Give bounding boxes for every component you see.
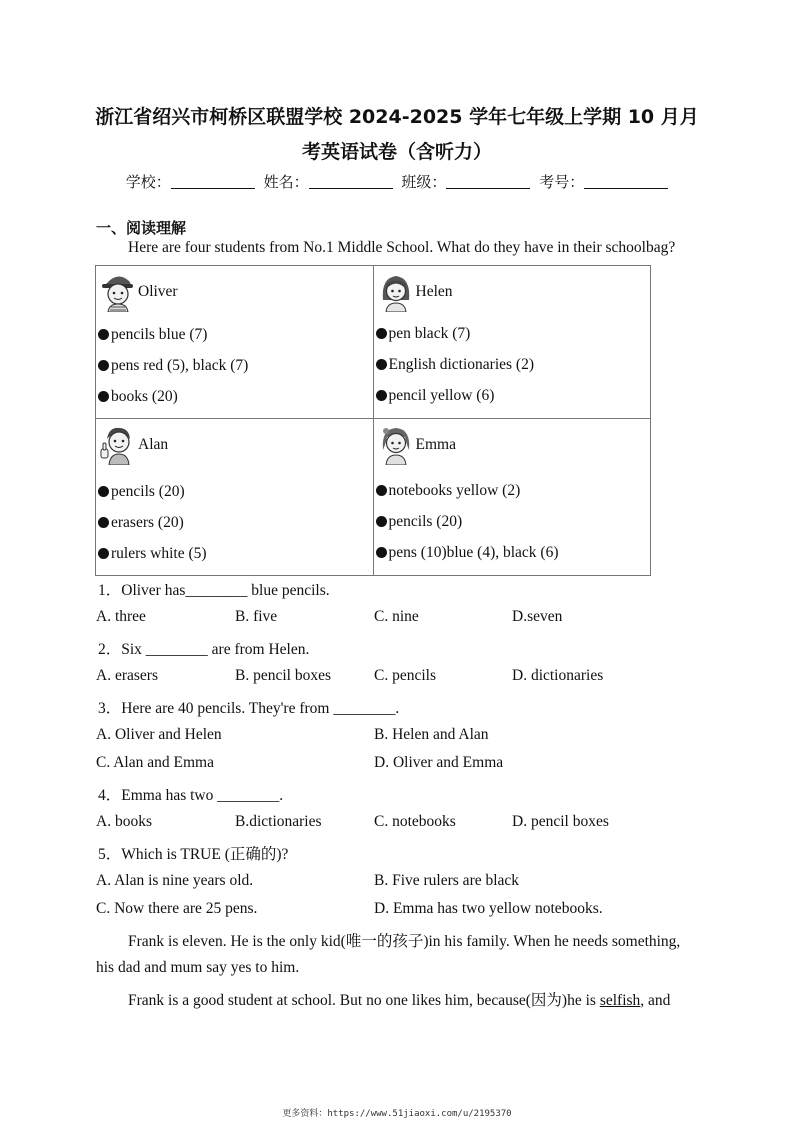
- student-cell-helen: [373, 266, 651, 419]
- answer-option[interactable]: D.seven: [512, 608, 563, 625]
- school-label: 学校：: [125, 173, 171, 191]
- student-cell-oliver: [96, 266, 374, 419]
- bag-item: English dictionaries (2): [376, 356, 535, 374]
- question-stem: 1．Oliver has________ blue pencils.: [98, 582, 330, 599]
- bag-item: rulers white (5): [98, 545, 207, 563]
- bag-item: pencil yellow (6): [376, 387, 495, 405]
- answer-option[interactable]: D. dictionaries: [512, 667, 604, 684]
- answer-option[interactable]: B. Helen and Alan: [374, 726, 489, 743]
- student-name: Alan: [138, 436, 169, 453]
- question-stem: 5．Which is TRUE (正确的)?: [98, 846, 289, 863]
- bag-item: erasers (20): [98, 514, 184, 532]
- bag-item: pencils (20): [98, 483, 185, 501]
- bullet-icon: [98, 329, 109, 340]
- bag-item: pens red (5), black (7): [98, 357, 248, 375]
- girl-long-hair-avatar-icon: [378, 270, 414, 312]
- question-stem: 2．Six ________ are from Helen.: [98, 641, 310, 658]
- passage2-line: Frank is a good student at school. But no one likes him, because(因为)he is selfish, and: [128, 992, 671, 1009]
- question-stem: 3．Here are 40 pencils. They're from ________.: [98, 700, 400, 717]
- bullet-icon: [98, 517, 109, 528]
- student-cell-emma: [373, 419, 651, 576]
- answer-option[interactable]: B. Five rulers are black: [374, 872, 520, 889]
- student-info-row: [0, 171, 794, 192]
- bullet-icon: [376, 328, 387, 339]
- student-name: Helen: [415, 283, 453, 300]
- passage2-line: his dad and mum say yes to him.: [96, 959, 300, 976]
- class-blank: [446, 174, 530, 189]
- student-name: Emma: [415, 436, 456, 453]
- answer-option[interactable]: C. Alan and Emma: [96, 754, 214, 771]
- answer-option[interactable]: A. erasers: [96, 667, 158, 684]
- bag-item: pencils (20): [376, 513, 463, 531]
- bag-item: pencils blue (7): [98, 326, 207, 344]
- answer-option[interactable]: D. Oliver and Emma: [374, 754, 504, 771]
- answer-option[interactable]: B.dictionaries: [235, 813, 322, 830]
- answer-option[interactable]: D. Emma has two yellow notebooks.: [374, 900, 603, 917]
- bullet-icon: [376, 485, 387, 496]
- bullet-icon: [98, 486, 109, 497]
- answer-option[interactable]: C. Now there are 25 pens.: [96, 900, 258, 917]
- girl-bob-hair-avatar-icon: [378, 423, 414, 465]
- answer-option[interactable]: C. notebooks: [374, 813, 456, 830]
- student-name: Oliver: [138, 283, 178, 300]
- section-title: 一、阅读理解: [96, 219, 187, 237]
- footer-link[interactable]: 更多资料：https://www.51jiaoxi.com/u/2195370: [282, 1109, 512, 1119]
- answer-option[interactable]: B. pencil boxes: [235, 667, 331, 684]
- exam-number-label: 考号：: [539, 173, 585, 191]
- bag-item: books (20): [98, 388, 178, 406]
- exam-number-blank: [584, 174, 668, 189]
- school-blank: [171, 174, 255, 189]
- bag-item: pens (10)blue (4), black (6): [376, 544, 559, 562]
- bullet-icon: [376, 359, 387, 370]
- underlined-word: selfish: [599, 992, 641, 1009]
- name-blank: [309, 174, 393, 189]
- boy-cap-avatar-icon: [100, 270, 136, 312]
- passage1-intro: Here are four students from No.1 Middle School. What do they have in their schoolbag?: [128, 239, 676, 256]
- answer-option[interactable]: A. books: [96, 813, 152, 830]
- bullet-icon: [376, 516, 387, 527]
- exam-title-line1: 浙江省绍兴市柯桥区联盟学校 2024-2025 学年七年级上学期 10 月月: [95, 106, 699, 128]
- answer-option[interactable]: A. Oliver and Helen: [96, 726, 222, 743]
- passage2-line: Frank is eleven. He is the only kid(唯一的孩子)in his family. When he needs something,: [128, 933, 681, 950]
- answer-option[interactable]: B. five: [235, 608, 278, 625]
- answer-option[interactable]: C. pencils: [374, 667, 436, 684]
- bag-item: pen black (7): [376, 325, 471, 343]
- answer-option[interactable]: A. Alan is nine years old.: [96, 872, 254, 889]
- bullet-icon: [98, 548, 109, 559]
- class-label: 班级：: [401, 173, 447, 191]
- answer-option[interactable]: D. pencil boxes: [512, 813, 609, 830]
- name-label: 姓名：: [263, 173, 309, 191]
- answer-option[interactable]: A. three: [96, 608, 146, 625]
- answer-option[interactable]: C. nine: [374, 608, 419, 625]
- boy-thumbs-up-avatar-icon: [100, 423, 136, 465]
- bullet-icon: [376, 547, 387, 558]
- schoolbag-table: [95, 265, 651, 576]
- student-cell-alan: [96, 419, 374, 576]
- question-stem: 4．Emma has two ________.: [98, 787, 284, 804]
- bag-item: notebooks yellow (2): [376, 482, 521, 500]
- exam-title-line2: 考英语试卷（含听力）: [301, 141, 492, 163]
- bullet-icon: [98, 391, 109, 402]
- bullet-icon: [98, 360, 109, 371]
- bullet-icon: [376, 390, 387, 401]
